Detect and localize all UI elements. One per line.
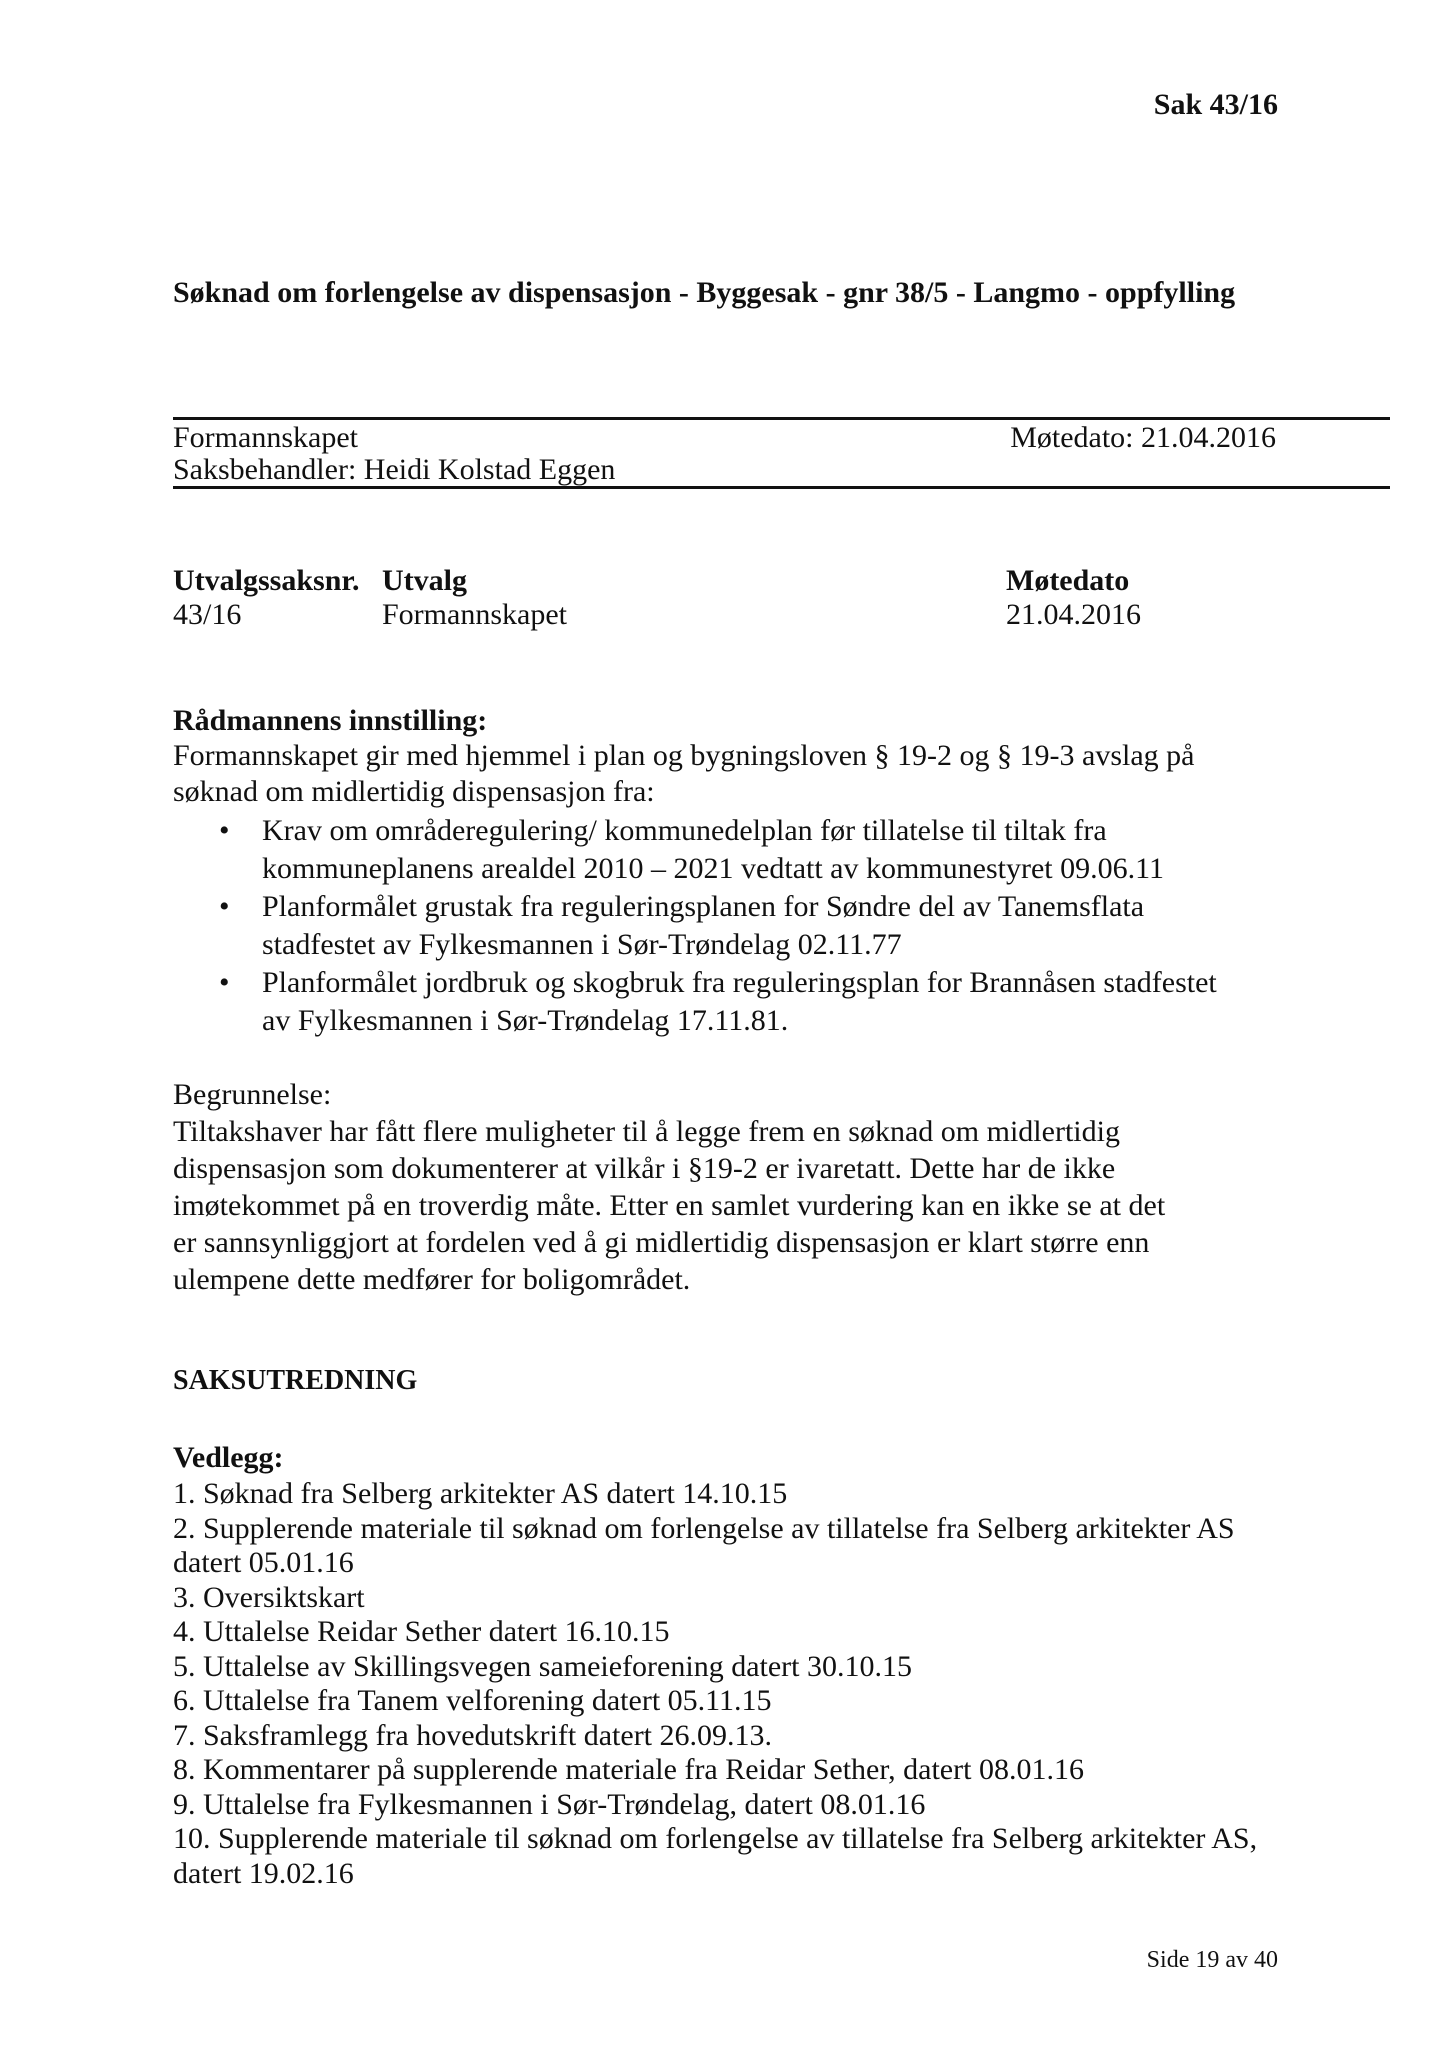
list-item: 7. Saksframlegg fra hovedutskrift datert 26.09.13. xyxy=(173,1718,773,1752)
attachments-list xyxy=(173,1477,1273,1891)
table-cell-date: 21.04.2016 xyxy=(1006,598,1141,631)
committee-name: Formannskapet xyxy=(173,421,358,454)
list-item: 2. Supplerende materiale til søknad om forlengelse av tillatelse fra Selberg arkitekter AS datert 05.01.16 xyxy=(173,1511,1235,1579)
page-number: Side 19 av 40 xyxy=(1146,1947,1278,1973)
table-cell-case-nr: 43/16 xyxy=(173,598,242,631)
list-item xyxy=(173,812,1273,888)
recommendation-bullet-list xyxy=(173,812,1273,1040)
table-cell-committee: Formannskapet xyxy=(382,598,567,631)
meeting-date: Møtedato: 21.04.2016 xyxy=(1010,421,1276,454)
reasoning-text: Tiltakshaver har fått flere muligheter til å legge frem en søknad om midlertidig dispensasjon som dokumenterer at vilkår i §19-2 er ivaretatt. Dette har de ikke imøtekommet på en troverdig måte. Etter en samlet vurdering kan en ikke se at det er sannsynliggjort at fordelen ved å gi midlertidig dispensasjon er klart større enn ulempene dette medfører for boligområdet. xyxy=(173,1115,1166,1296)
table-header-date: Møtedato xyxy=(1006,564,1130,597)
table-header-case-nr: Utvalgssaksnr. xyxy=(173,564,360,597)
recommendation-heading: Rådmannens innstilling: xyxy=(173,704,488,737)
case-handler: Saksbehandler: Heidi Kolstad Eggen xyxy=(173,453,616,486)
list-item: 8. Kommentarer på supplerende materiale fra Reidar Sether, datert 08.01.16 xyxy=(173,1753,1084,1786)
bullet-text: Planformålet grustak fra reguleringsplanen for Søndre del av Tanemsflata stadfestet av Fylkesmannen i Sør-Trøndelag 02.11.77 xyxy=(262,890,1145,961)
bullet-icon: • xyxy=(219,890,230,923)
list-item: 9. Uttalelse fra Fylkesmannen i Sør-Trøndelag, datert 08.01.16 xyxy=(173,1787,926,1821)
case-number: Sak 43/16 xyxy=(1153,88,1278,121)
bullet-text: Planformålet jordbruk og skogbruk fra reguleringsplan for Brannåsen stadfestet av Fylkesmannen i Sør-Trøndelag 17.11.81. xyxy=(262,966,1217,1037)
list-item: 10. Supplerende materiale til søknad om forlengelse av tillatelse fra Selberg arkitekter AS, datert 19.02.16 xyxy=(173,1822,1258,1890)
list-item: 3. Oversiktskart xyxy=(173,1580,365,1614)
bullet-text: Krav om områderegulering/ kommunedelplan før tillatelse til tiltak fra kommuneplanens arealdel 2010 – 2021 vedtatt av kommunestyret 09.06.11 xyxy=(262,814,1165,885)
recommendation-intro: Formannskapet gir med hjemmel i plan og bygningsloven § 19-2 og § 19-3 avslag på søknad om midlertidig dispensasjon fra: xyxy=(173,739,1195,808)
bullet-icon: • xyxy=(219,814,230,847)
list-item: 1. Søknad fra Selberg arkitekter AS datert 14.10.15 xyxy=(173,1477,788,1510)
list-item: 6. Uttalelse fra Tanem velforening datert 05.11.15 xyxy=(173,1684,772,1717)
table-header-committee: Utvalg xyxy=(382,564,467,597)
list-item: 4. Uttalelse Reidar Sether datert 16.10.15 xyxy=(173,1615,670,1648)
saksutredning-heading: SAKSUTREDNING xyxy=(173,1365,418,1396)
divider-bottom xyxy=(173,486,1390,489)
list-item: 5. Uttalelse av Skillingsvegen sameieforening datert 30.10.15 xyxy=(173,1649,912,1683)
reasoning-heading: Begrunnelse: xyxy=(173,1078,332,1111)
list-item xyxy=(173,888,1273,964)
document-title: Søknad om forlengelse av dispensasjon - Byggesak - gnr 38/5 - Langmo - oppfylling xyxy=(173,276,1236,309)
list-item xyxy=(173,964,1273,1040)
bullet-icon: • xyxy=(219,966,230,999)
attachments-heading: Vedlegg: xyxy=(173,1441,284,1474)
